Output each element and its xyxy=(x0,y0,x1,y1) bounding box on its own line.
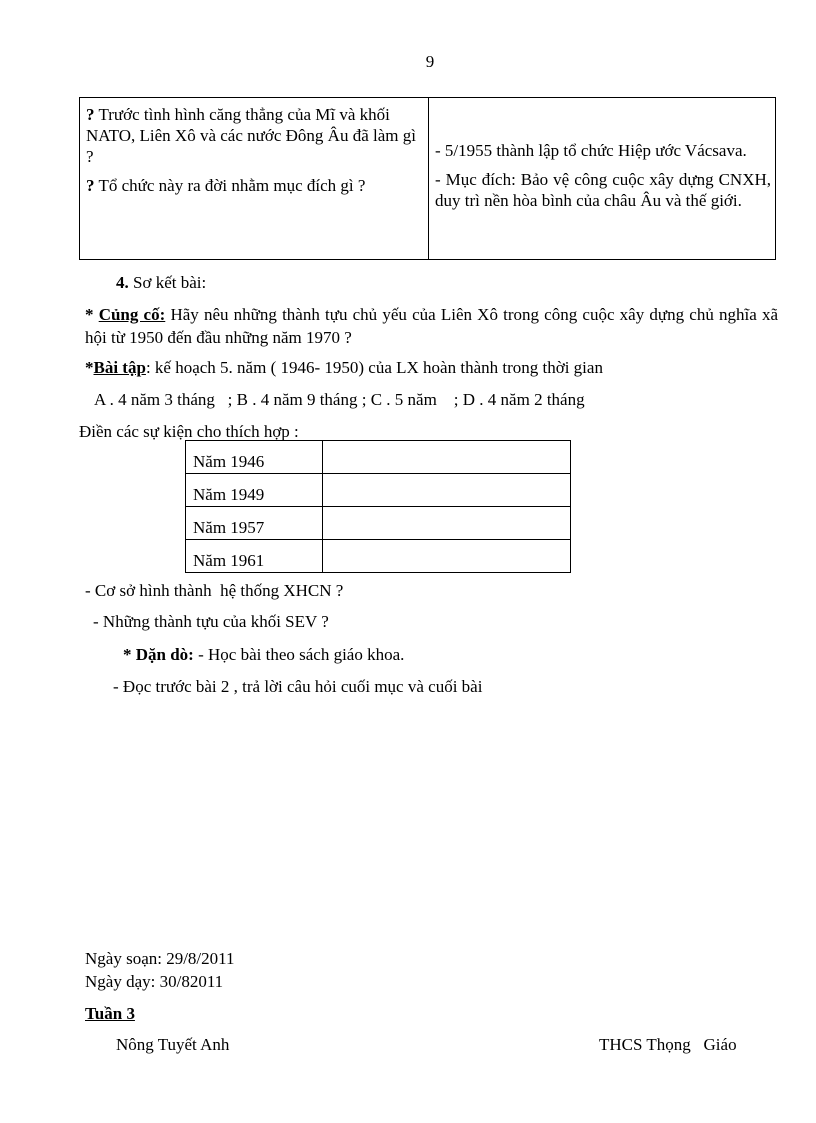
question-1 xyxy=(86,104,422,167)
exercise-options: A . 4 năm 3 tháng ; B . 4 năm 9 tháng ; C . 5 năm ; D . 4 năm 2 tháng xyxy=(94,390,585,409)
table-row xyxy=(186,507,571,540)
question-2-text: Tổ chức này ra đời nhằm mục đích gì ? xyxy=(98,176,366,195)
year-cell: Năm 1957 xyxy=(186,507,323,540)
homework-text-1: - Học bài theo sách giáo khoa. xyxy=(198,645,405,664)
exercise-text: : kế hoạch 5. năm ( 1946- 1950) của LX hoàn thành trong thời gian xyxy=(145,358,603,377)
school-name: THCS Thọng Giáo xyxy=(599,1035,737,1054)
teach-date: Ngày dạy: 30/82011 xyxy=(85,972,224,991)
week-label xyxy=(85,1003,135,1024)
answer-2: - Mục đích: Bảo vệ công cuộc xây dựng CNXH, duy trì nền hòa bình của châu Âu và thế giới. xyxy=(435,170,771,210)
exercise-label: Bài tập xyxy=(93,358,146,377)
answer-1: - 5/1955 thành lập tổ chức Hiệp ước Vácsava. xyxy=(435,141,747,160)
homework-line-2: - Đọc trước bài 2 , trả lời câu hỏi cuối mục và cuối bài xyxy=(113,677,483,696)
week-text: Tuần 3 xyxy=(85,1004,135,1023)
exercise-line xyxy=(85,357,603,378)
year-cell: Năm 1946 xyxy=(186,441,323,474)
question-mark: ? xyxy=(86,176,95,195)
question-mark: ? xyxy=(86,105,95,124)
consolidation-paragraph xyxy=(85,303,778,349)
consolidation-star: * xyxy=(85,305,94,324)
prep-date: Ngày soạn: 29/8/2011 xyxy=(85,949,235,968)
question-1-text: Trước tình hình căng thẳng của Mĩ và khối NATO, Liên Xô và các nước Đông Âu đã làm gì ? xyxy=(86,105,416,166)
event-cell xyxy=(323,474,571,507)
exercise-star: * xyxy=(85,358,94,377)
table-row xyxy=(186,540,571,573)
review-question-1: - Cơ sở hình thành hệ thống XHCN ? xyxy=(85,581,344,600)
question-2 xyxy=(86,175,422,196)
event-cell xyxy=(323,507,571,540)
year-cell: Năm 1961 xyxy=(186,540,323,573)
teacher-name: Nông Tuyết Anh xyxy=(116,1035,230,1054)
review-question-2: - Những thành tựu của khối SEV ? xyxy=(93,612,329,631)
year-cell: Năm 1949 xyxy=(186,474,323,507)
page-number: 9 xyxy=(425,52,435,71)
section-number: 4. xyxy=(116,273,129,292)
qa-questions-cell xyxy=(86,104,422,204)
homework-label: * Dặn dò: xyxy=(123,645,194,664)
consolidation-text: Hãy nêu những thành tựu chủ yếu của Liên Xô trong công cuộc xây dựng chủ nghĩa xã hội từ 1950 đến đầu những năm 1970 ? xyxy=(85,305,779,347)
consolidation-label: Củng cố: xyxy=(98,305,166,324)
fill-in-instruction: Điền các sự kiện cho thích hợp : xyxy=(79,422,299,441)
qa-table-divider xyxy=(428,98,429,259)
event-cell xyxy=(323,441,571,474)
table-row xyxy=(186,441,571,474)
section-title: Sơ kết bài: xyxy=(133,273,207,292)
event-cell xyxy=(323,540,571,573)
qa-table xyxy=(79,97,776,260)
table-row xyxy=(186,474,571,507)
homework-line-1 xyxy=(123,644,404,665)
qa-answers-cell xyxy=(435,140,771,219)
events-table xyxy=(185,440,571,573)
section-heading xyxy=(116,272,206,293)
